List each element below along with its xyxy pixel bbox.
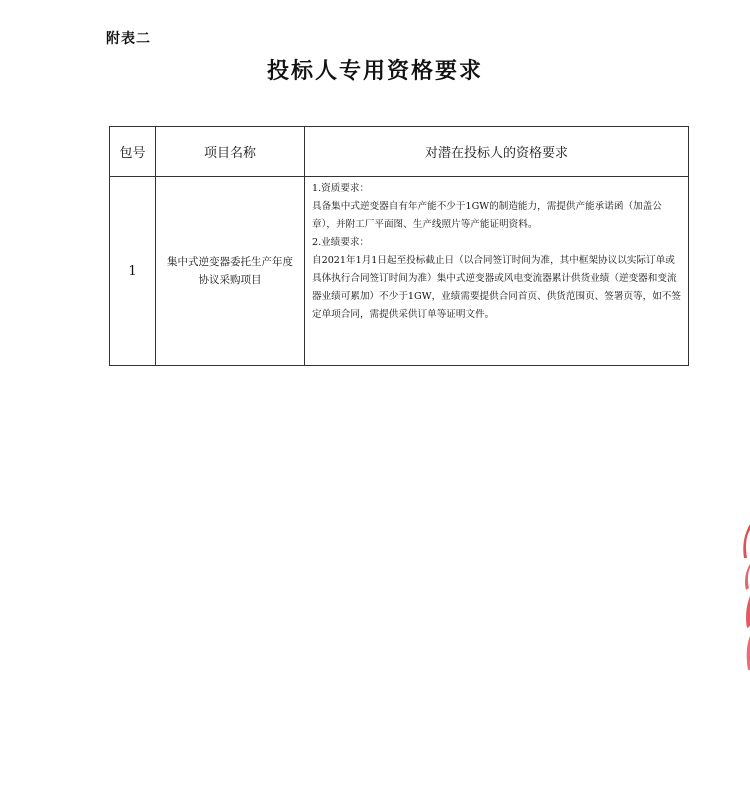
requirements-cell (305, 177, 689, 366)
table-row (110, 177, 689, 366)
package-no-cell: 1 (110, 177, 156, 366)
seal-stamp-fragment (740, 524, 750, 674)
qualification-text: 具备集中式逆变器自有年产能不少于1GW的制造能力，需提供产能承诺函（加盖公章），并附工厂平面图、生产线照片等产能证明资料。 (312, 201, 662, 230)
performance-heading: 2.业绩要求： (312, 237, 370, 248)
project-name-cell: 集中式逆变器委托生产年度协议采购项目 (156, 177, 305, 366)
page-title: 投标人专用资格要求 (266, 59, 483, 84)
header-requirements: 对潜在投标人的资格要求 (305, 127, 689, 177)
appendix-label: 附表二 (106, 31, 151, 47)
performance-text: 自2021年1月1日起至投标截止日（以合同签订时间为准，其中框架协议以实际订单或具体执行合同签订时间为准）集中式逆变器或风电变流器累计供货业绩（逆变器和变流器业绩可累加）不少于1GW，业绩需要提供合同首页、供货范围页、签署页等，如不签定单项合同，需提供采供订单等证明文件。 (312, 255, 682, 320)
table-header-row (110, 127, 689, 177)
qualification-table (109, 126, 689, 366)
header-project-name: 项目名称 (156, 127, 305, 177)
header-package-no: 包号 (110, 127, 156, 177)
qualification-heading: 1.资质要求： (312, 183, 370, 194)
